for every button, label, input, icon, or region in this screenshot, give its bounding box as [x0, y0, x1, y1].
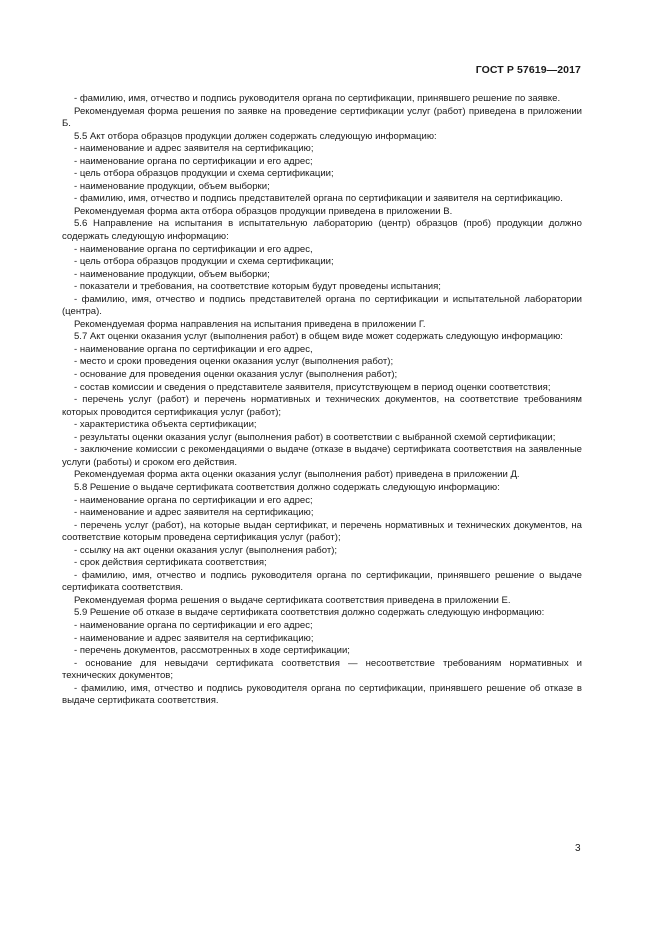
list-item: - наименование органа по сертификации и его адрес, — [74, 243, 313, 255]
list-item: - показатели и требования, на соответствие которым будут проведены испытания; — [74, 281, 441, 293]
list-item: - наименование и адрес заявителя на сертификацию; — [74, 632, 314, 644]
list-item: - наименование органа по сертификации и его адрес; — [74, 155, 313, 167]
list-item: - перечень документов, рассмотренных в ходе сертификации; — [74, 645, 350, 657]
paragraph: - фамилию, имя, отчество и подпись руководителя органа по сертификации, принявшего решение по заявке. — [74, 93, 561, 104]
list-item: - фамилию, имя, отчество и подпись представителей органа по сертификации и испытательной лаборатории (центра). — [62, 293, 582, 318]
section-5-7-heading: 5.7 Акт оценки оказания услуг (выполнения работ) в общем виде может содержать следующую информацию: — [74, 331, 563, 343]
list-item: - наименование и адрес заявителя на сертификацию; — [74, 143, 314, 155]
list-item: - срок действия сертификата соответствия; — [74, 557, 267, 569]
list-item: - перечень услуг (работ), на которые выдан сертификат, и перечень нормативных и технических документов, на соответствие которым проведена сертификация услуг (работ); — [62, 519, 582, 544]
section-5-9-heading: 5.9 Решение об отказе в выдаче сертификата соответствия должно содержать следующую информацию: — [74, 607, 545, 619]
section-5-5-heading: 5.5 Акт отбора образцов продукции должен содержать следующую информацию: — [74, 130, 437, 142]
list-item: - ссылку на акт оценки оказания услуг (выполнения работ); — [74, 544, 338, 556]
section-5-6-heading: 5.6 Направление на испытания в испытательную лабораторию (центр) образцов (проб) продукции должно содержать следующую информацию: — [62, 218, 582, 243]
list-item: - наименование и адрес заявителя на сертификацию; — [74, 507, 314, 519]
list-item: - наименование продукции, объем выборки; — [74, 180, 270, 192]
paragraph: Рекомендуемая форма направления на испытания приведена в приложении Г. — [74, 318, 426, 330]
list-item: - наименование продукции, объем выборки; — [74, 268, 270, 280]
list-item: - наименование органа по сертификации и его адрес, — [74, 343, 313, 355]
list-item: - цель отбора образцов продукции и схема сертификации; — [74, 168, 334, 180]
page-number: 3 — [575, 843, 581, 854]
document-body — [62, 93, 582, 708]
list-item: - фамилию, имя, отчество и подпись руководителя органа по сертификации, принявшего решение о выдаче сертификата соответствия. — [62, 569, 582, 594]
list-item: - место и сроки проведения оценки оказания услуг (выполнения работ); — [74, 356, 394, 368]
list-item: - наименование органа по сертификации и его адрес; — [74, 494, 313, 506]
paragraph: Рекомендуемая форма акта отбора образцов продукции приведена в приложении В. — [74, 205, 453, 217]
list-item: - фамилию, имя, отчество и подпись представителей органа по сертификации и заявителя на сертификацию. — [74, 193, 563, 205]
list-item: - основание для проведения оценки оказания услуг (выполнения работ); — [74, 369, 398, 381]
list-item: - характеристика объекта сертификации; — [74, 419, 257, 431]
document-code-header: ГОСТ Р 57619—2017 — [475, 64, 581, 76]
list-item: - наименование органа по сертификации и его адрес; — [74, 619, 313, 631]
list-item: - основание для невыдачи сертификата соответствия — несоответствие требованиям нормативных и технических документов; — [62, 657, 582, 682]
list-item: - заключение комиссии с рекомендациями о выдаче (отказе в выдаче) сертификата соответствия на заявленные услуги (работы) и сроком его действия. — [62, 444, 582, 468]
paragraph: Рекомендуемая форма акта оценки оказания услуг (выполнения работ) приведена в приложении Д. — [74, 469, 520, 481]
section-5-8-heading: 5.8 Решение о выдаче сертификата соответствия должно содержать следующую информацию: — [74, 481, 500, 493]
paragraph: Рекомендуемая форма решения о выдаче сертификата соответствия приведена в приложении Е. — [74, 594, 511, 606]
list-item: - состав комиссии и сведения о представителе заявителя, присутствующем в период оценки соответствия; — [74, 381, 551, 393]
paragraph: Рекомендуемая форма решения по заявке на проведение сертификации услуг (работ) приведена в приложении Б. — [62, 105, 582, 130]
list-item: - перечень услуг (работ) и перечень нормативных и технических документов, на соответствие требованиям которых проводится сертификация услуг (работ); — [62, 394, 582, 418]
list-item: - цель отбора образцов продукции и схема сертификации; — [74, 256, 334, 268]
list-item: - результаты оценки оказания услуг (выполнения работ) в соответствии с выбранной схемой сертификации; — [74, 431, 556, 443]
list-item: - фамилию, имя, отчество и подпись руководителя органа по сертификации, принявшего решение об отказе в выдаче сертификата соответствия. — [62, 682, 582, 707]
